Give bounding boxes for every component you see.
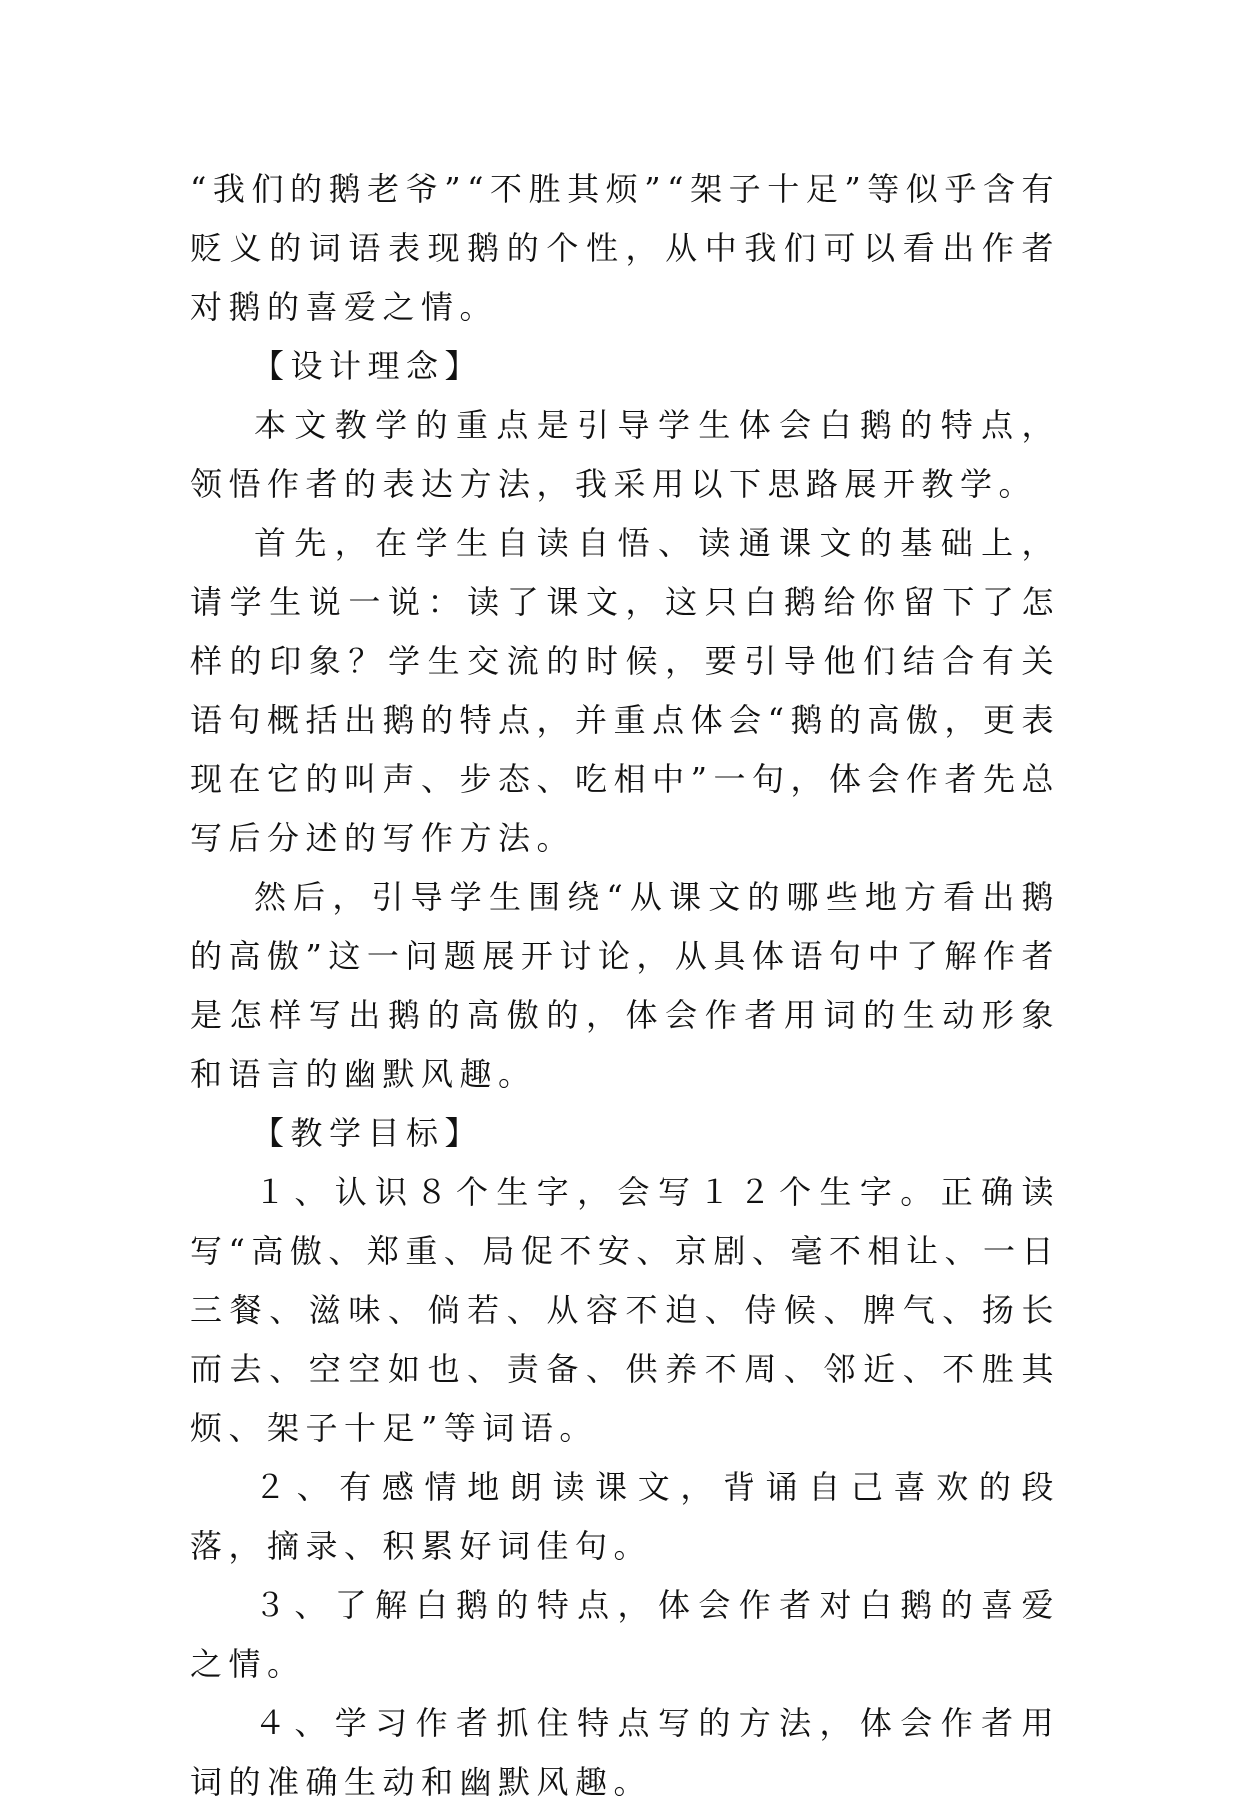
goal-item-1: １、认识８个生字，会写１２个生字。正确读写“高傲、郑重、局促不安、京剧、毫不相让、一日三餐、滋味、倘若、从容不迫、侍候、脾气、扬长而去、空空如也、责备、供养不周、邻近、不胜其烦、架子十足”等词语。: [190, 1173, 1060, 1447]
heading-design-concept: 【设计理念】: [252, 347, 484, 385]
document-body: [190, 160, 1060, 1812]
goal-item-3: ３、了解白鹅的特点，体会作者对白鹅的喜爱之情。: [190, 1586, 1060, 1683]
paragraph-teaching-focus: 本文教学的重点是引导学生体会白鹅的特点，领悟作者的表达方法，我采用以下思路展开教学。: [190, 406, 1060, 503]
goal-item-2: ２、有感情地朗读课文，背诵自己喜欢的段落，摘录、积累好词佳句。: [190, 1468, 1060, 1565]
paragraph-intro: “我们的鹅老爷”“不胜其烦”“架子十足”等似乎含有贬义的词语表现鹅的个性，从中我们可以看出作者对鹅的喜爱之情。: [190, 170, 1060, 326]
paragraph-then-step: 然后，引导学生围绕“从课文的哪些地方看出鹅的高傲”这一问题展开讨论，从具体语句中了解作者是怎样写出鹅的高傲的，体会作者用词的生动形象和语言的幽默风趣。: [190, 878, 1060, 1093]
heading-teaching-goals: 【教学目标】: [252, 1114, 484, 1152]
paragraph-first-step: 首先，在学生自读自悟、读通课文的基础上，请学生说一说：读了课文，这只白鹅给你留下了怎样的印象？学生交流的时候，要引导他们结合有关语句概括出鹅的特点，并重点体会“鹅的高傲，更表现在它的叫声、步态、吃相中”一句，体会作者先总写后分述的写作方法。: [190, 524, 1060, 857]
goal-item-4: ４、学习作者抓住特点写的方法，体会作者用词的准确生动和幽默风趣。: [190, 1704, 1060, 1801]
